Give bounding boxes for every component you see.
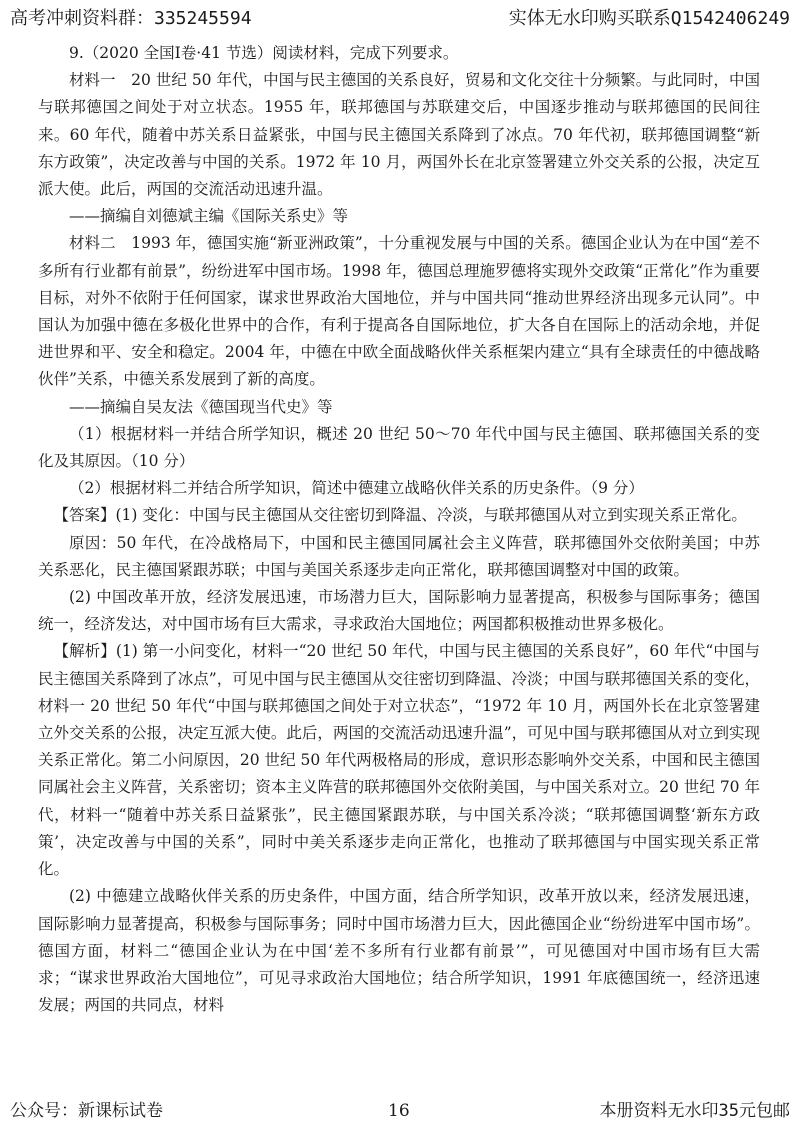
material-two: 材料二 1993 年，德国实施“新亚洲政策”，十分重视发展与中国的关系。德国企业认为在中国“差不多所有行业都有前景”，纷纷进军中国市场。1998 年，德国总理施罗德将实现外交政策“正常化”作为重要目标，对外不依附于任何国家，谋求世界政治大国地位，并与中国共同“推动世界经济出现多元认同”。中国认为加强中德在多极化世界中的合作，有利于提高各自国际地位，扩大各自在国际上的活动余地，并促进世界和平、安全和稳定。2004 年，中德在中欧全面战略伙伴关系框架内建立“具有全球责任的中德战略伙伴”关系，中德关系发展到了新的高度。	[38, 234, 760, 389]
page-header	[10, 4, 790, 34]
page-footer	[10, 1096, 790, 1126]
material-two-source: ——摘编自吴友法《德国现当代史》等	[69, 397, 333, 416]
answer-two: (2) 中国改革开放，经济发展迅速，市场潜力巨大，国际影响力显著提高，积极参与国际事务；德国统一，经济发达，对中国市场有巨大需求，寻求政治大国地位；两国都积极推动世界多极化。	[38, 588, 760, 634]
question-two: （2）根据材料二并结合所学知识，简述中德建立战略伙伴关系的历史条件。（9 分）	[69, 479, 644, 498]
document-body	[38, 40, 760, 1019]
question-title: 9.（2020 全国Ⅰ卷·41 节选）阅读材料，完成下列要求。	[69, 44, 459, 62]
header-left-text: 高考冲刺资料群：335245594	[10, 8, 252, 29]
answer-one-reason: 原因：50 年代，在冷战格局下，中国和民主德国同属社会主义阵营，联邦德国外交依附美国；中苏关系恶化，民主德国紧跟苏联；中国与美国关系逐步走向正常化，联邦德国调整对中国的政策。	[38, 533, 760, 579]
analysis-two: (2) 中德建立战略伙伴关系的历史条件，中国方面，结合所学知识，改革开放以来，经济发展迅速，国际影响力显著提高，积极参与国际事务；同时中国市场潜力巨大，因此德国企业“纷纷进军中国市场”。德国方面，材料二“德国企业认为在中国‘差不多所有行业都有前景’”，可见德国对中国市场有巨大需求；“谋求世界政治大国地位”，可见寻求政治大国地位；结合所学知识，1991 年底德国统一，经济迅速发展；两国的共同点，材料	[38, 887, 760, 1015]
material-one-source: ——摘编自刘德斌主编《国际关系史》等	[69, 207, 349, 226]
footer-right-text: 本册资料无水印35元包邮	[599, 1101, 790, 1121]
question-one: （1）根据材料一并结合所学知识，概述 20 世纪 50～70 年代中国与民主德国、联邦德国关系的变化及其原因。（10 分）	[38, 424, 760, 471]
answer-one-change: 【答案】(1) 变化：中国与民主德国从交往密切到降温、冷淡，与联邦德国从对立到实现关系正常化。	[53, 506, 747, 525]
page-number: 16	[388, 1101, 410, 1121]
footer-left-text: 公众号：新课标试卷	[10, 1101, 163, 1121]
analysis-one: 【解析】(1) 第一小问变化，材料一“20 世纪 50 年代，中国与民主德国的关系良好”，60 年代“中国与民主德国关系降到了冰点”，可见中国与民主德国从交往密切到降温、冷淡；中国与联邦德国关系的变化，材料一 20 世纪 50 年代“中国与联邦德国之间处于对立状态”，“1972 年 10 月，两国外长在北京签署建立外交关系的公报，决定互派大使。此后，两国的交流活动迅速升温”，可见中国与联邦德国从对立到实现关系正常化。第二小问原因，20 世纪 50 年代两极格局的形成，意识形态影响外交关系，中国和民主德国同属社会主义阵营，关系密切；资本主义阵营的联邦德国外交依附美国，与中国关系对立。20 世纪 70 年代，材料一“随着中苏关系日益紧张”，民主德国紧跟苏联，与中国关系冷淡；“联邦德国调整‘新东方政策’，决定改善与中国的关系”，同时中美关系逐步走向正常化，也推动了联邦德国与中国实现关系正常化。	[38, 642, 760, 879]
material-one: 材料一 20 世纪 50 年代，中国与民主德国的关系良好，贸易和文化交往十分频繁。与此同时，中国与联邦德国之间处于对立状态。1955 年，联邦德国与苏联建交后，中国逐步推动与联邦德国的民间往来。60 年代，随着中苏关系日益紧张，中国与民主德国关系降到了冰点。70 年代初，联邦德国调整“新东方政策”，决定改善与中国的关系。1972 年 10 月，两国外长在北京签署建立外交关系的公报，决定互派大使。此后，两国的交流活动迅速升温。	[38, 71, 760, 199]
header-right-text: 实体无水印购买联系Q1542406249	[508, 8, 790, 29]
